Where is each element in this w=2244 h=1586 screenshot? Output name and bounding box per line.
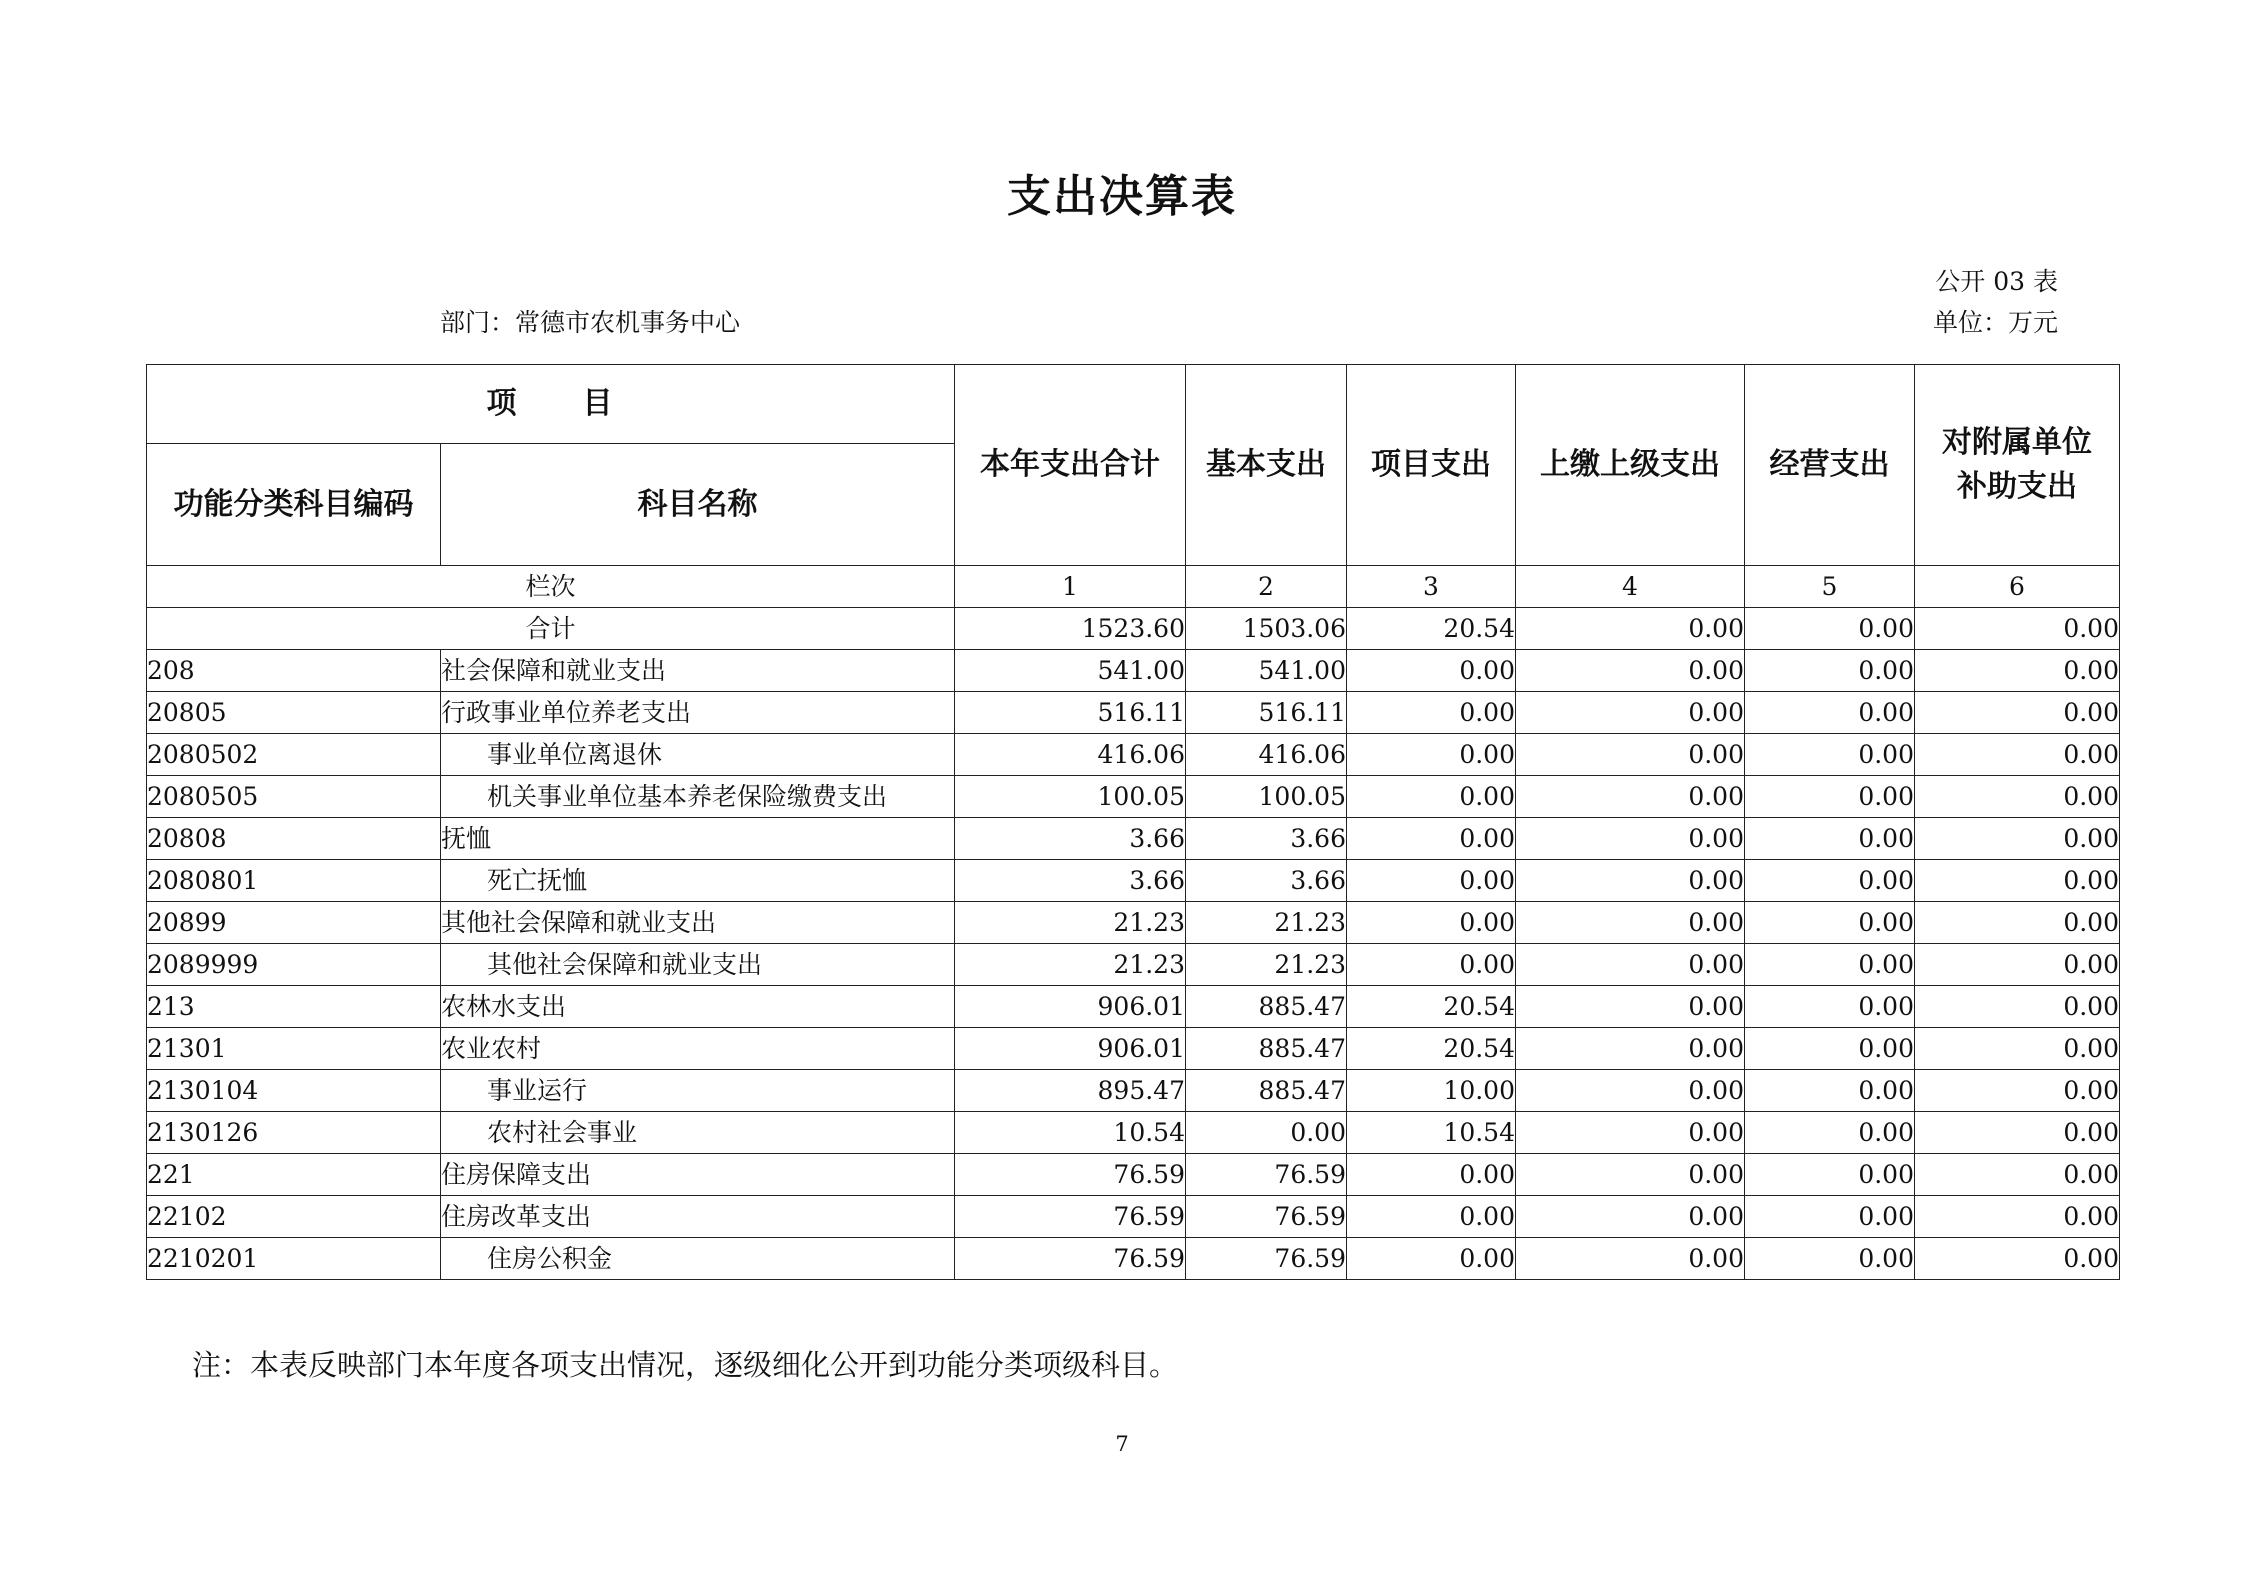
row-value: 0.00	[1915, 1238, 2120, 1280]
item-group-header: 项 目	[147, 365, 955, 444]
row-value: 10.00	[1347, 1070, 1516, 1112]
row-value: 76.59	[955, 1238, 1186, 1280]
total-value: 1503.06	[1186, 608, 1347, 650]
row-code: 21301	[147, 1028, 441, 1070]
table-row	[147, 734, 2120, 776]
row-value: 21.23	[955, 944, 1186, 986]
column-index: 4	[1516, 566, 1745, 608]
column-index: 3	[1347, 566, 1516, 608]
table-row	[147, 1238, 2120, 1280]
row-value: 0.00	[1347, 692, 1516, 734]
row-value: 0.00	[1745, 1028, 1915, 1070]
total-row	[147, 608, 2120, 650]
row-value: 0.00	[1347, 1196, 1516, 1238]
header-function-code: 功能分类科目编码	[147, 444, 441, 566]
form-number: 公开 03 表	[1935, 267, 2058, 296]
row-value: 0.00	[1516, 1196, 1745, 1238]
row-value: 21.23	[1186, 944, 1347, 986]
row-value: 0.00	[1516, 650, 1745, 692]
row-value: 895.47	[955, 1070, 1186, 1112]
row-value: 0.00	[1915, 1196, 2120, 1238]
row-value: 0.00	[1347, 776, 1516, 818]
row-value: 0.00	[1347, 734, 1516, 776]
row-value: 0.00	[1745, 944, 1915, 986]
row-subject-name: 住房保障支出	[441, 1154, 955, 1196]
row-code: 2080505	[147, 776, 441, 818]
row-subject-name: 事业运行	[441, 1070, 955, 1112]
row-value: 0.00	[1516, 1112, 1745, 1154]
row-subject-name: 其他社会保障和就业支出	[441, 944, 955, 986]
row-value: 0.00	[1516, 902, 1745, 944]
row-code: 208	[147, 650, 441, 692]
row-code: 20808	[147, 818, 441, 860]
row-value: 20.54	[1347, 986, 1516, 1028]
row-value: 21.23	[1186, 902, 1347, 944]
row-value: 0.00	[1745, 860, 1915, 902]
row-value: 0.00	[1347, 944, 1516, 986]
table-row	[147, 860, 2120, 902]
row-value: 0.00	[1915, 818, 2120, 860]
column-index: 5	[1745, 566, 1915, 608]
table-note: 注：本表反映部门本年度各项支出情况，逐级细化公开到功能分类项级科目。	[192, 1348, 1179, 1382]
row-subject-name: 行政事业单位养老支出	[441, 692, 955, 734]
row-subject-name: 其他社会保障和就业支出	[441, 902, 955, 944]
total-value: 0.00	[1915, 608, 2120, 650]
row-subject-name: 机关事业单位基本养老保险缴费支出	[441, 776, 955, 818]
row-value: 0.00	[1915, 902, 2120, 944]
table-row	[147, 650, 2120, 692]
row-value: 0.00	[1516, 1028, 1745, 1070]
row-value: 0.00	[1915, 1112, 2120, 1154]
row-value: 0.00	[1745, 692, 1915, 734]
header-operating-expenditure: 经营支出	[1745, 365, 1915, 566]
row-value: 0.00	[1745, 1112, 1915, 1154]
row-value: 0.00	[1516, 1238, 1745, 1280]
table-row	[147, 776, 2120, 818]
row-value: 0.00	[1745, 1238, 1915, 1280]
row-value: 541.00	[1186, 650, 1347, 692]
header-remit-superior: 上缴上级支出	[1516, 365, 1745, 566]
row-value: 0.00	[1347, 1154, 1516, 1196]
table-row	[147, 1028, 2120, 1070]
row-value: 0.00	[1745, 734, 1915, 776]
column-index: 2	[1186, 566, 1347, 608]
row-value: 0.00	[1915, 734, 2120, 776]
row-value: 516.11	[955, 692, 1186, 734]
table-row	[147, 1070, 2120, 1112]
row-value: 0.00	[1347, 1238, 1516, 1280]
row-value: 76.59	[955, 1196, 1186, 1238]
row-value: 0.00	[1516, 1154, 1745, 1196]
row-value: 416.06	[1186, 734, 1347, 776]
row-value: 3.66	[1186, 860, 1347, 902]
row-code: 2210201	[147, 1238, 441, 1280]
header-basic-expenditure: 基本支出	[1186, 365, 1347, 566]
row-value: 10.54	[1347, 1112, 1516, 1154]
row-value: 0.00	[1745, 986, 1915, 1028]
row-value: 0.00	[1516, 734, 1745, 776]
row-value: 0.00	[1516, 860, 1745, 902]
total-value: 1523.60	[955, 608, 1186, 650]
row-value: 0.00	[1745, 1070, 1915, 1112]
table-row	[147, 1154, 2120, 1196]
total-value: 20.54	[1347, 608, 1516, 650]
row-value: 20.54	[1347, 1028, 1516, 1070]
row-code: 221	[147, 1154, 441, 1196]
table-row	[147, 818, 2120, 860]
row-code: 20805	[147, 692, 441, 734]
column-index: 1	[955, 566, 1186, 608]
row-value: 0.00	[1915, 1070, 2120, 1112]
row-value: 0.00	[1516, 818, 1745, 860]
row-value: 0.00	[1915, 944, 2120, 986]
table-row	[147, 692, 2120, 734]
row-value: 0.00	[1745, 1196, 1915, 1238]
table-body	[147, 566, 2120, 1280]
row-value: 3.66	[955, 860, 1186, 902]
row-code: 2130126	[147, 1112, 441, 1154]
row-value: 0.00	[1745, 650, 1915, 692]
row-subject-name: 农村社会事业	[441, 1112, 955, 1154]
row-value: 0.00	[1347, 818, 1516, 860]
row-value: 0.00	[1186, 1112, 1347, 1154]
page-number: 7	[1115, 1432, 1129, 1456]
row-value: 3.66	[955, 818, 1186, 860]
row-value: 0.00	[1516, 986, 1745, 1028]
row-subject-name: 住房改革支出	[441, 1196, 955, 1238]
row-value: 0.00	[1745, 1154, 1915, 1196]
department-label: 部门：常德市农机事务中心	[440, 308, 741, 337]
row-subject-name: 农林水支出	[441, 986, 955, 1028]
total-value: 0.00	[1745, 608, 1915, 650]
row-value: 0.00	[1347, 860, 1516, 902]
row-value: 0.00	[1745, 902, 1915, 944]
table-row	[147, 1196, 2120, 1238]
header-subject-name: 科目名称	[441, 444, 955, 566]
row-value: 0.00	[1915, 650, 2120, 692]
row-value: 885.47	[1186, 1070, 1347, 1112]
expenditure-table	[146, 364, 2120, 1280]
row-code: 213	[147, 986, 441, 1028]
row-value: 100.05	[1186, 776, 1347, 818]
row-code: 2089999	[147, 944, 441, 986]
row-value: 76.59	[1186, 1196, 1347, 1238]
row-value: 0.00	[1915, 986, 2120, 1028]
row-value: 10.54	[955, 1112, 1186, 1154]
row-code: 2080502	[147, 734, 441, 776]
row-code: 22102	[147, 1196, 441, 1238]
row-value: 3.66	[1186, 818, 1347, 860]
row-subject-name: 事业单位离退休	[441, 734, 955, 776]
header-total-expenditure: 本年支出合计	[955, 365, 1186, 566]
row-value: 76.59	[955, 1154, 1186, 1196]
table-row	[147, 944, 2120, 986]
row-value: 885.47	[1186, 1028, 1347, 1070]
row-value: 0.00	[1915, 1154, 2120, 1196]
table-row	[147, 986, 2120, 1028]
row-value: 0.00	[1745, 776, 1915, 818]
row-value: 76.59	[1186, 1238, 1347, 1280]
page-title: 支出决算表	[1007, 171, 1237, 222]
row-code: 2080801	[147, 860, 441, 902]
row-value: 0.00	[1347, 650, 1516, 692]
row-value: 76.59	[1186, 1154, 1347, 1196]
row-subject-name: 住房公积金	[441, 1238, 955, 1280]
unit-label: 单位：万元	[1932, 308, 2058, 337]
row-value: 0.00	[1516, 1070, 1745, 1112]
table-row	[147, 902, 2120, 944]
row-value: 541.00	[955, 650, 1186, 692]
header-subsidiary-subsidy: 对附属单位补助支出	[1915, 365, 2120, 566]
row-value: 516.11	[1186, 692, 1347, 734]
row-subject-name: 社会保障和就业支出	[441, 650, 955, 692]
row-value: 0.00	[1347, 902, 1516, 944]
row-value: 0.00	[1745, 818, 1915, 860]
row-code: 20899	[147, 902, 441, 944]
row-subject-name: 农业农村	[441, 1028, 955, 1070]
header-project-expenditure: 项目支出	[1347, 365, 1516, 566]
column-index-row	[147, 566, 2120, 608]
total-value: 0.00	[1516, 608, 1745, 650]
total-label: 合计	[147, 608, 955, 650]
row-value: 0.00	[1915, 1028, 2120, 1070]
row-value: 0.00	[1915, 692, 2120, 734]
row-value: 0.00	[1915, 776, 2120, 818]
row-value: 906.01	[955, 1028, 1186, 1070]
row-subject-name: 抚恤	[441, 818, 955, 860]
row-code: 2130104	[147, 1070, 441, 1112]
row-value: 0.00	[1915, 860, 2120, 902]
row-value: 0.00	[1516, 776, 1745, 818]
column-index: 6	[1915, 566, 2120, 608]
row-value: 0.00	[1516, 692, 1745, 734]
row-value: 906.01	[955, 986, 1186, 1028]
row-value: 100.05	[955, 776, 1186, 818]
row-value: 0.00	[1516, 944, 1745, 986]
row-value: 416.06	[955, 734, 1186, 776]
row-value: 885.47	[1186, 986, 1347, 1028]
row-subject-name: 死亡抚恤	[441, 860, 955, 902]
column-index-label: 栏次	[147, 566, 955, 608]
row-value: 21.23	[955, 902, 1186, 944]
table-row	[147, 1112, 2120, 1154]
